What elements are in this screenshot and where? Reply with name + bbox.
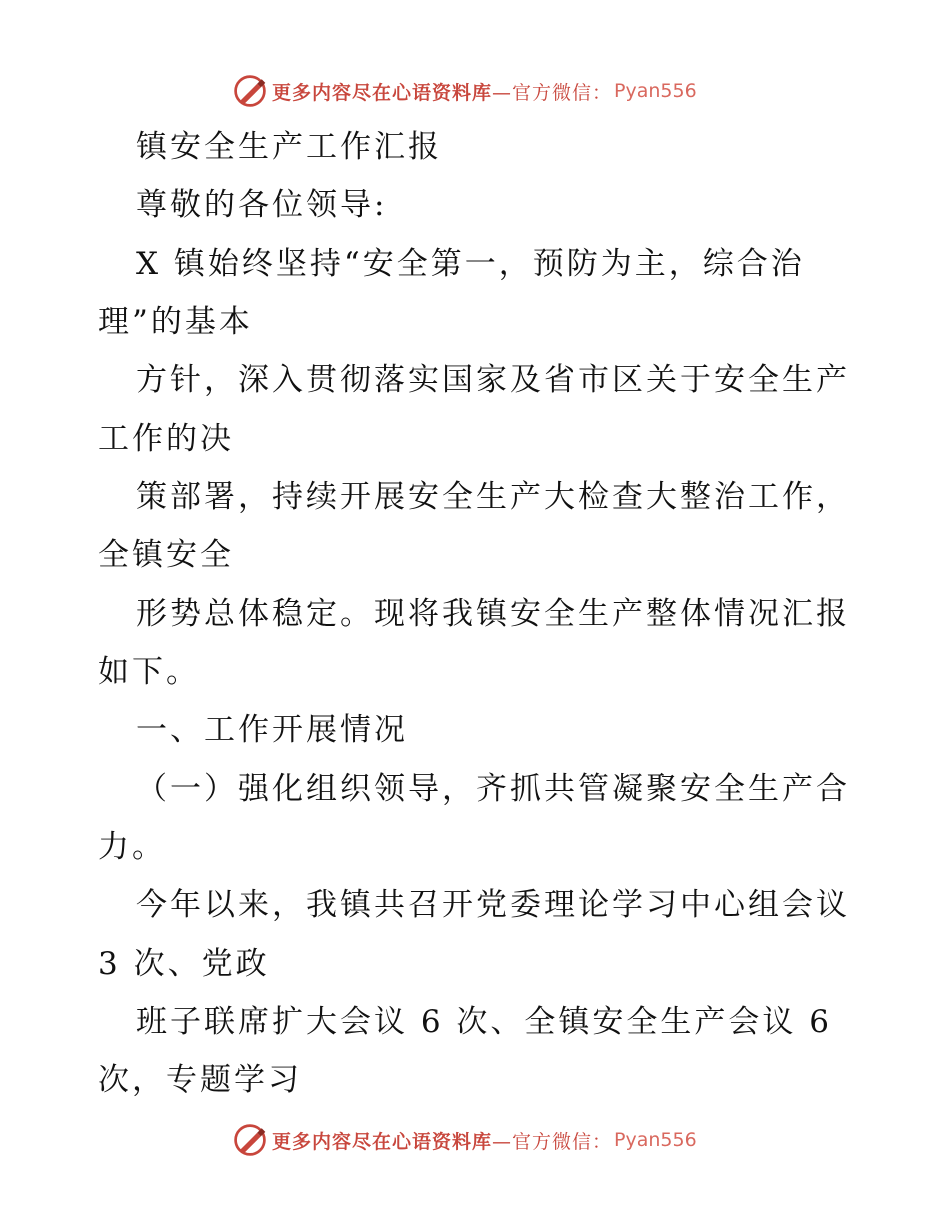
text-line: 3 次、党政	[98, 946, 270, 982]
text-line: 理”的基本	[98, 304, 253, 340]
text-line: 今年以来，我镇共召开党委理论学习中心组会议	[136, 887, 850, 923]
banner-wechat-id: Pyan556	[614, 1129, 697, 1151]
text-line: 全镇安全	[98, 537, 234, 573]
section-heading: 一、工作开展情况	[136, 712, 408, 748]
text-line: 方针，深入贯彻落实国家及省市区关于安全生产	[136, 362, 850, 398]
pen-logo-icon	[232, 73, 268, 109]
text-line: 如下。	[98, 654, 200, 690]
text-line: 策部署，持续开展安全生产大检查大整治工作，	[136, 479, 850, 515]
banner-official-wechat-label: —官方微信：	[492, 81, 613, 104]
banner-wechat-id: Pyan556	[614, 80, 697, 102]
banner-brand: 更多内容尽在心语资料库	[272, 81, 493, 104]
footer-banner	[232, 1120, 697, 1160]
subsection-heading: （一）强化组织领导，齐抓共管凝聚安全生产合	[136, 771, 850, 807]
salutation: 尊敬的各位领导:	[136, 187, 388, 223]
text-line: 班子联席扩大会议 6 次、全镇安全生产会议 6	[136, 1004, 833, 1040]
text-line: 次，专题学习	[98, 1062, 302, 1098]
text-line: X 镇始终坚持“安全第一，预防为主，综合治	[136, 246, 805, 282]
text-line: 力。	[98, 829, 166, 865]
banner-official-wechat-label: —官方微信：	[492, 1130, 613, 1153]
doc-title: 镇安全生产工作汇报	[136, 129, 442, 165]
header-banner	[232, 71, 697, 111]
banner-brand: 更多内容尽在心语资料库	[272, 1130, 493, 1153]
text-line: 工作的决	[98, 421, 234, 457]
text-line: 形势总体稳定。现将我镇安全生产整体情况汇报	[136, 596, 850, 632]
pen-logo-icon	[232, 1122, 268, 1158]
